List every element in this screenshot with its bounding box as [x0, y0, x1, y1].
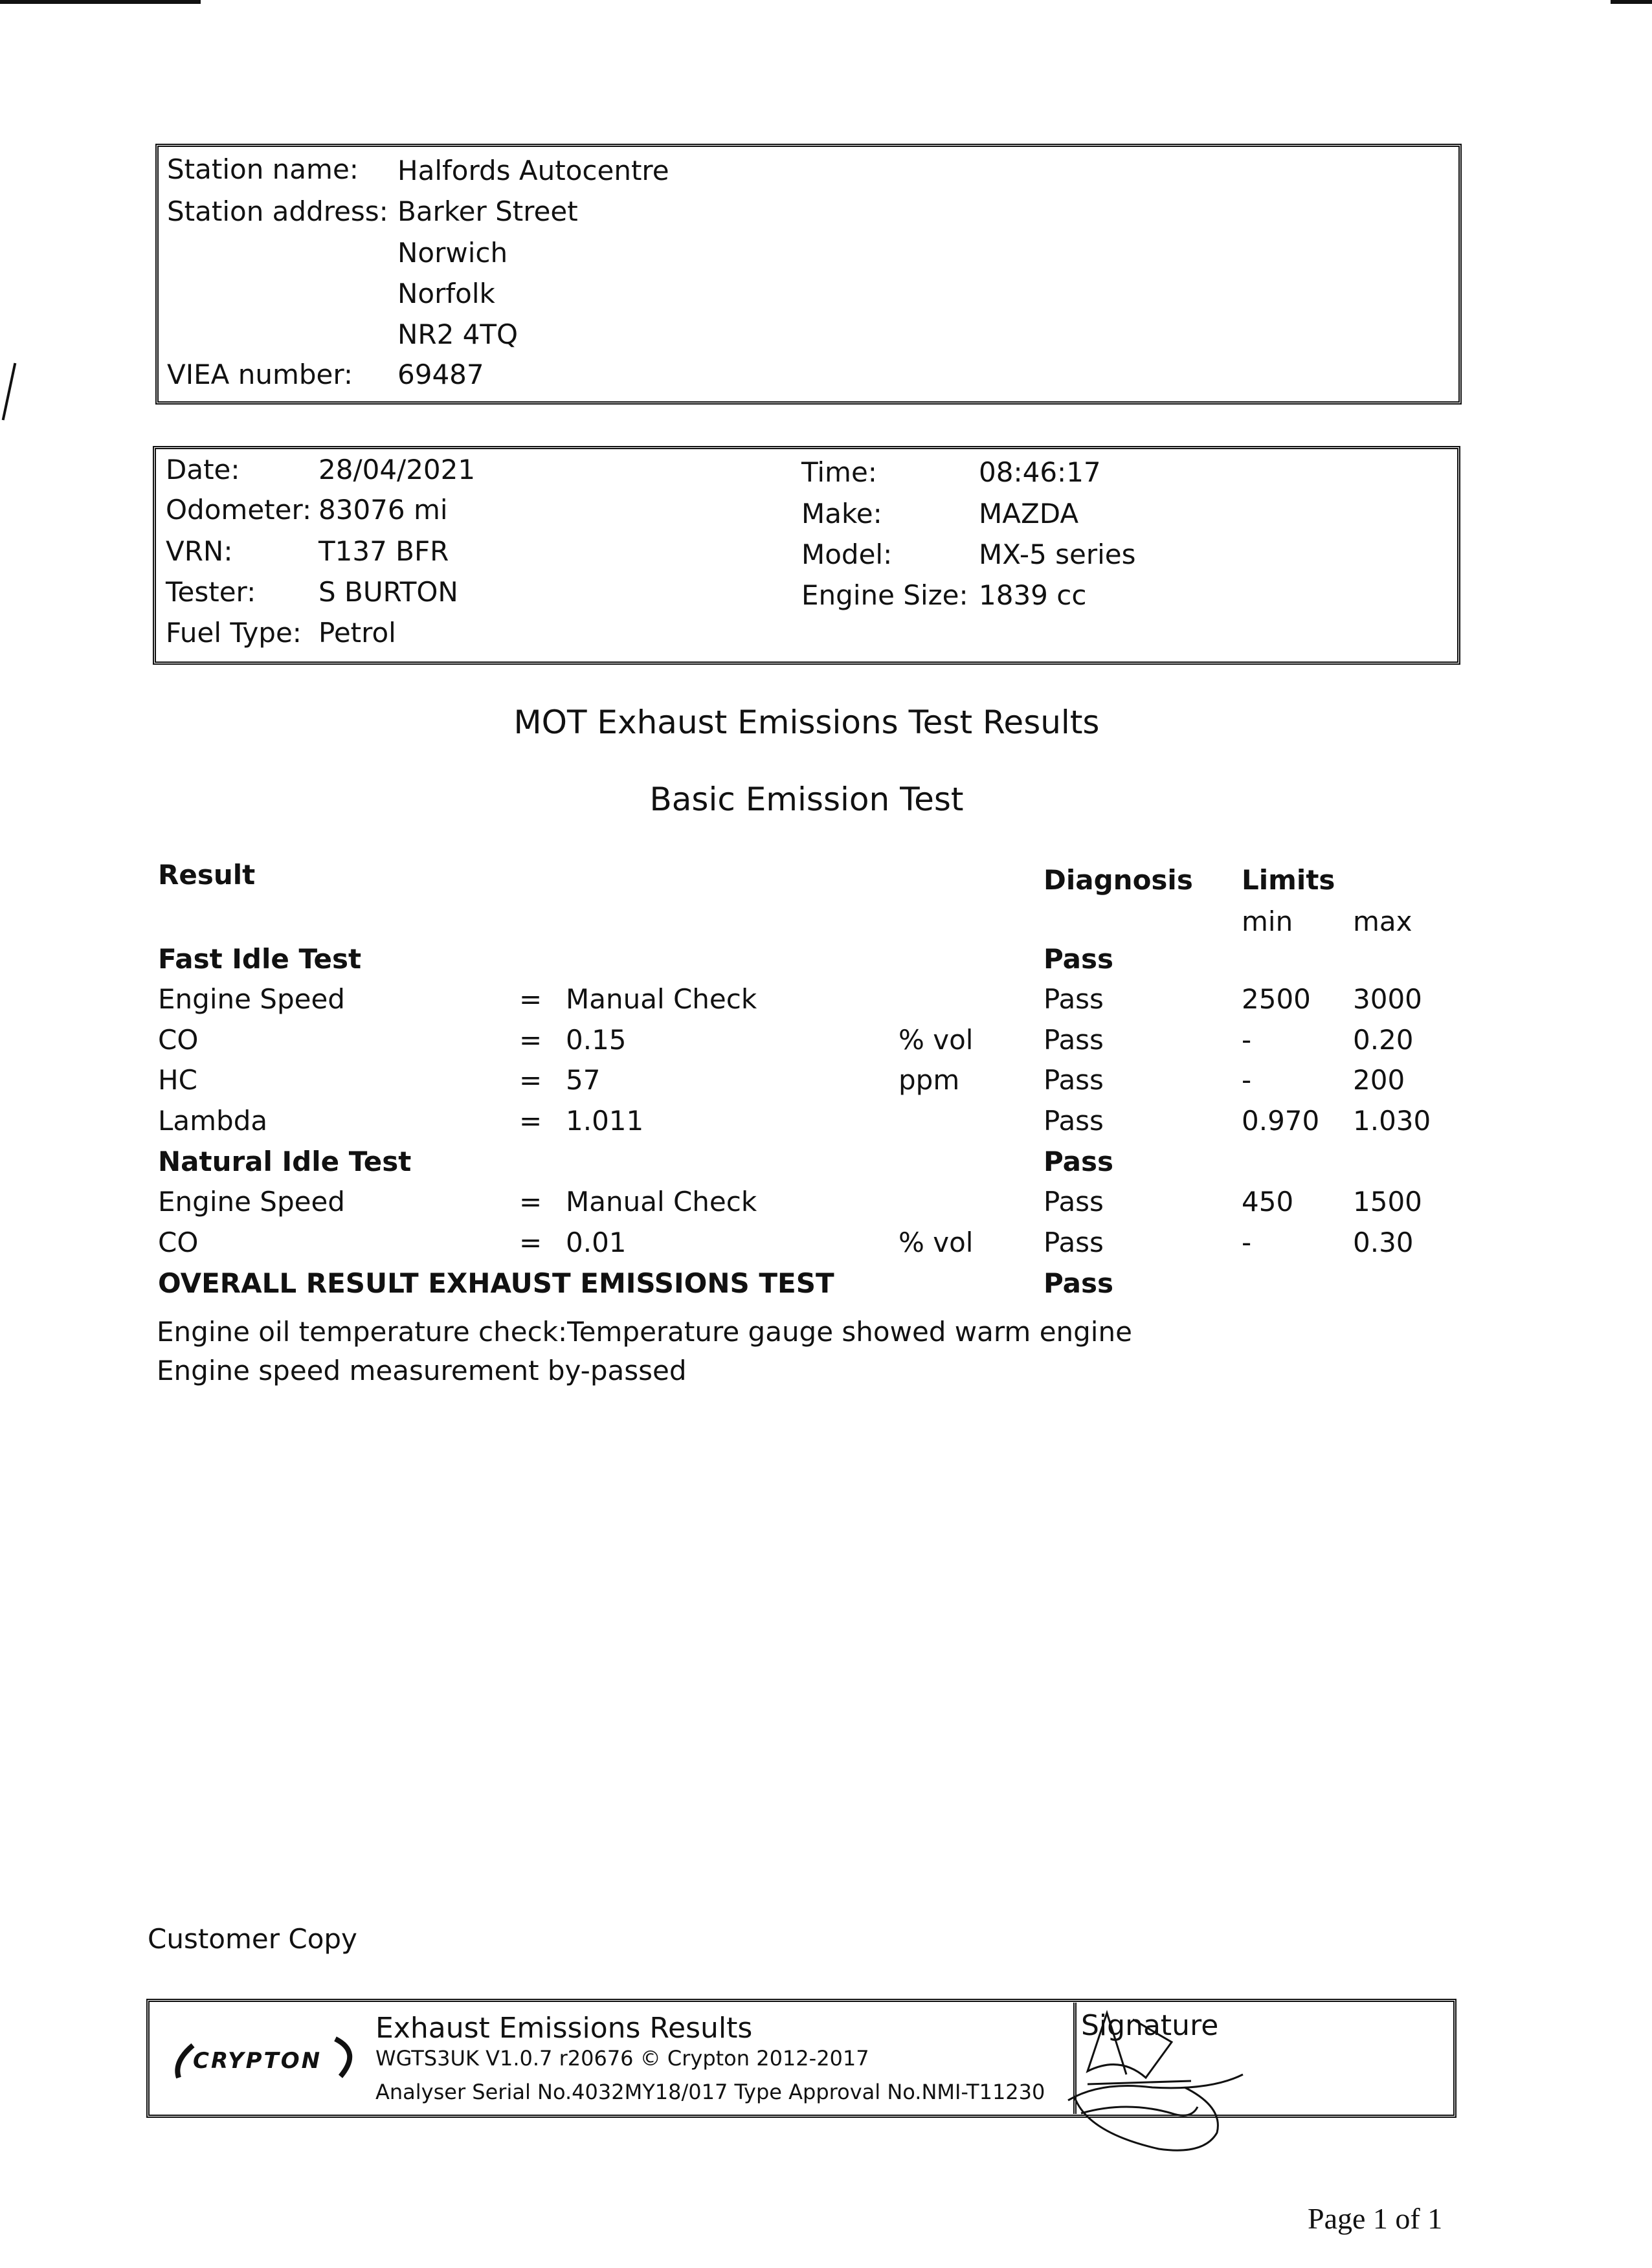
limits-header: Limits — [1242, 864, 1335, 896]
row-eq: = — [519, 1024, 542, 1056]
scan-edge-mark — [2, 363, 17, 421]
result-header: Result — [158, 859, 256, 891]
row-diagnosis: Pass — [1044, 1267, 1113, 1299]
row-name: Engine Speed — [158, 983, 345, 1015]
crypton-logo — [167, 2032, 361, 2084]
row-eq: = — [519, 983, 542, 1015]
handwritten-signature — [1062, 2003, 1256, 2159]
time-label: Time: — [801, 456, 877, 488]
row-name: Engine Speed — [158, 1186, 345, 1217]
make-value: MAZDA — [979, 498, 1079, 529]
row-min: 0.970 — [1242, 1105, 1320, 1137]
row-diagnosis: Pass — [1044, 983, 1104, 1015]
viea-number: 69487 — [397, 359, 484, 390]
tester-label: Tester: — [166, 576, 256, 608]
row-max: 0.30 — [1353, 1227, 1414, 1258]
row-max: 0.20 — [1353, 1024, 1414, 1056]
odometer-value: 83076 mi — [318, 494, 448, 526]
row-min: - — [1242, 1227, 1252, 1258]
engine-size-value: 1839 cc — [979, 579, 1087, 611]
fuel-label: Fuel Type: — [166, 617, 302, 649]
document-title: MOT Exhaust Emissions Test Results — [513, 704, 1100, 741]
odometer-label: Odometer: — [166, 494, 312, 526]
row-min: - — [1242, 1064, 1252, 1096]
row-eq: = — [519, 1105, 542, 1137]
footer-title: Exhaust Emissions Results — [375, 2012, 753, 2045]
station-name-label: Station name: — [167, 153, 359, 185]
time-value: 08:46:17 — [979, 456, 1101, 488]
station-address-line: Barker Street — [397, 195, 578, 227]
test-type-title: Basic Emission Test — [649, 781, 964, 818]
row-max: 1500 — [1353, 1186, 1422, 1217]
row-name: CO — [158, 1024, 199, 1056]
tester-value: S BURTON — [318, 576, 458, 608]
station-address-line: Norwich — [397, 237, 508, 269]
row-name: Natural Idle Test — [158, 1146, 412, 1177]
row-unit: % vol — [899, 1227, 974, 1258]
row-name: Fast Idle Test — [158, 943, 362, 975]
footer-serial: Analyser Serial No.4032MY18/017 Type Approval No.NMI-T11230 — [375, 2080, 1045, 2104]
row-diagnosis: Pass — [1044, 1186, 1104, 1217]
row-eq: = — [519, 1064, 542, 1096]
viea-label: VIEA number: — [167, 359, 353, 390]
note-line: Engine oil temperature check:Temperature gauge showed warm engine — [157, 1316, 1132, 1348]
footer-version: WGTS3UK V1.0.7 r20676 © Crypton 2012-2017 — [375, 2046, 869, 2071]
model-value: MX-5 series — [979, 539, 1136, 570]
row-diagnosis: Pass — [1044, 943, 1113, 975]
date-label: Date: — [166, 454, 240, 485]
limits-min-header: min — [1242, 906, 1293, 937]
row-name: CO — [158, 1227, 199, 1258]
row-name: Lambda — [158, 1105, 268, 1137]
row-diagnosis: Pass — [1044, 1064, 1104, 1096]
diagnosis-header: Diagnosis — [1044, 864, 1193, 896]
make-label: Make: — [801, 498, 882, 529]
station-address-line: NR2 4TQ — [397, 318, 519, 350]
row-diagnosis: Pass — [1044, 1024, 1104, 1056]
customer-copy-label: Customer Copy — [148, 1923, 357, 1955]
row-value: 1.011 — [566, 1105, 644, 1137]
row-unit: ppm — [899, 1064, 960, 1096]
row-name: OVERALL RESULT EXHAUST EMISSIONS TEST — [158, 1267, 834, 1299]
row-diagnosis: Pass — [1044, 1146, 1113, 1177]
row-min: - — [1242, 1024, 1252, 1056]
row-diagnosis: Pass — [1044, 1227, 1104, 1258]
crypton-logo-text: CRYPTON — [193, 2048, 322, 2074]
row-value: 57 — [566, 1064, 601, 1096]
signature-label: Signature — [1081, 2009, 1219, 2042]
page-number: Page 1 of 1 — [1308, 2202, 1443, 2235]
date-value: 28/04/2021 — [318, 454, 476, 485]
row-max: 1.030 — [1353, 1105, 1431, 1137]
fuel-value: Petrol — [318, 617, 396, 649]
scan-edge-mark — [1611, 0, 1652, 4]
note-line: Engine speed measurement by-passed — [157, 1355, 687, 1386]
row-unit: % vol — [899, 1024, 974, 1056]
station-address-label: Station address: — [167, 195, 388, 227]
row-value: 0.01 — [566, 1227, 627, 1258]
station-name: Halfords Autocentre — [397, 155, 669, 186]
row-value: 0.15 — [566, 1024, 627, 1056]
row-max: 200 — [1353, 1064, 1405, 1096]
scan-edge-mark — [0, 0, 201, 4]
row-eq: = — [519, 1227, 542, 1258]
row-max: 3000 — [1353, 983, 1422, 1015]
row-min: 2500 — [1242, 983, 1311, 1015]
vrn-label: VRN: — [166, 535, 233, 567]
vrn-value: T137 BFR — [318, 535, 449, 567]
row-name: HC — [158, 1064, 197, 1096]
row-eq: = — [519, 1186, 542, 1217]
limits-max-header: max — [1353, 906, 1412, 937]
row-diagnosis: Pass — [1044, 1105, 1104, 1137]
station-address-line: Norfolk — [397, 278, 495, 309]
row-min: 450 — [1242, 1186, 1294, 1217]
model-label: Model: — [801, 539, 893, 570]
row-value: Manual Check — [566, 1186, 757, 1217]
engine-size-label: Engine Size: — [801, 579, 968, 611]
row-value: Manual Check — [566, 983, 757, 1015]
